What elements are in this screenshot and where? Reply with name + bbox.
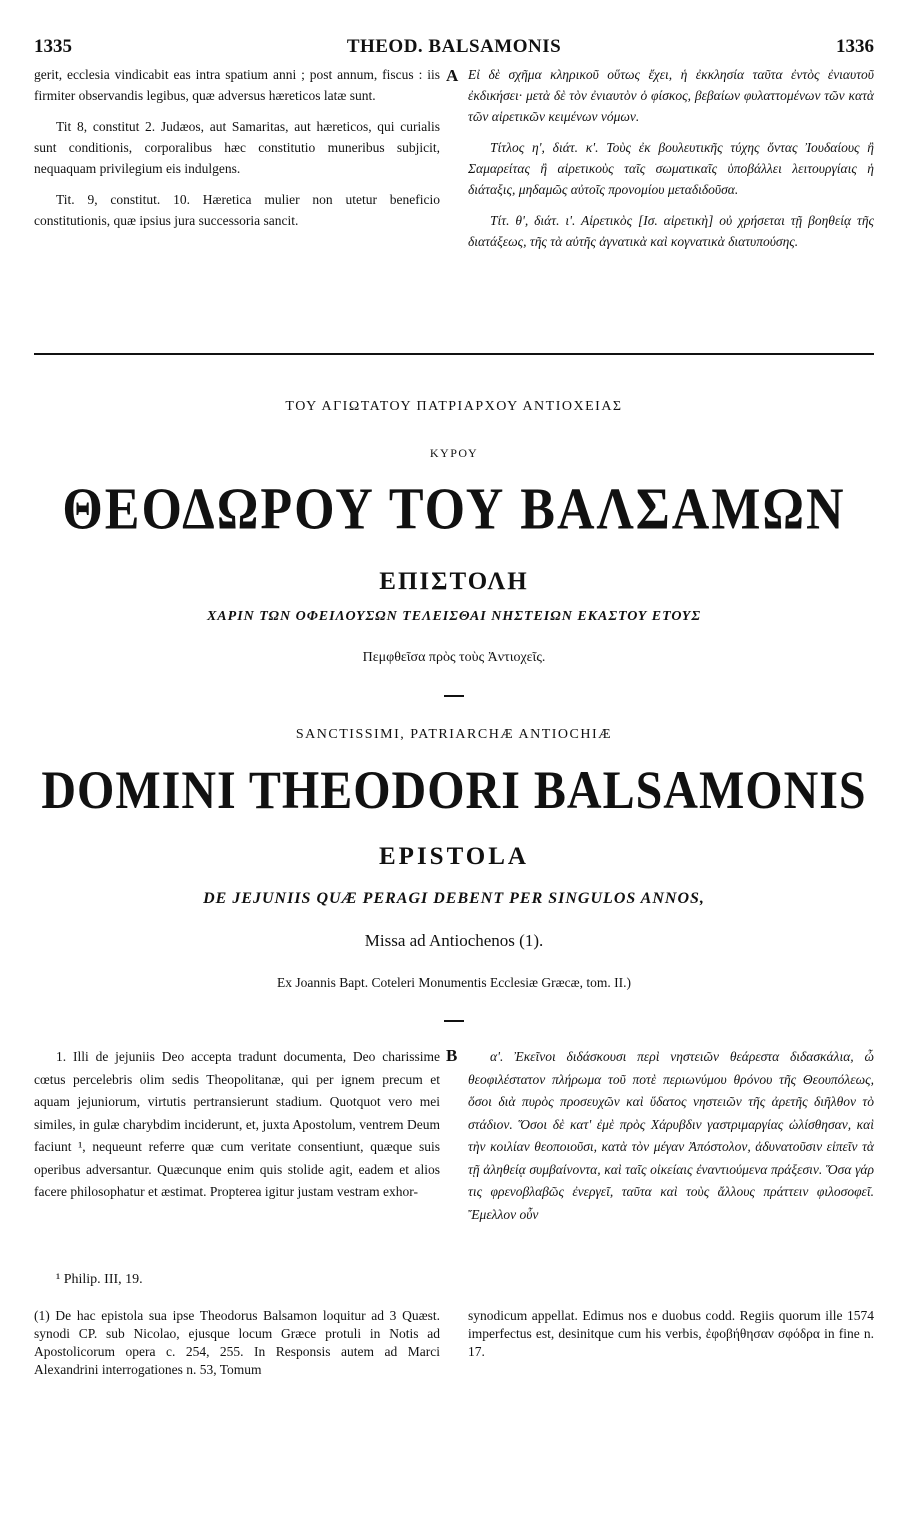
page-number-right: 1336 (836, 36, 874, 57)
footnote-left (34, 1307, 440, 1379)
top-right-paragraph: Τίτλος η', διάτ. κ'. Τοὺς ἐκ βουλευτικῆς τύχης ὄντας Ἰουδαίους ἢ Σαμαρείτας ἢ αἱρετικοὺς ταῖς σωματικαῖς ὑποβάλλει λειτουργίαις ἡ διάταξις, μηδαμῶς αὐτοῖς προνομίου μεταδιδοῦσα. (468, 140, 874, 197)
top-right-paragraph: Εἰ δὲ σχῆμα κληρικοῦ οὕτως ἔχει, ἡ ἐκκλησία ταῦτα ἐντὸς ἐνιαυτοῦ ἐκδικήσει· μετὰ δὲ τὸν ἐνιαυτὸν ὁ φίσκος, βεβαίων φυλαττομένων τῶν κατὰ τῶν αἱρετικῶν κειμένων νόμων. (468, 67, 874, 124)
section-divider (34, 353, 874, 355)
footnote-philip-text: ¹ Philip. III, 19. (56, 1272, 143, 1287)
greek-title-line1: ΤΟΥ ΑΓΙΩΤΑΤΟΥ ΠΑΤΡΙΑΡΧΟΥ ΑΝΤΙΟΧΕΙΑΣ (285, 399, 623, 414)
greek-title-epistole: ΕΠΙΣΤΟΛΗ (379, 568, 529, 595)
body-left-text: 1. Illi de jejuniis Deo accepta tradunt documenta, Deo charissime cœtus percelebris olim sedis Theopolitanæ, qui per ignem precum et aquam jejuniorum, virtutis pertransierunt stadium. Quotquot vero mei similes, in gulæ charybdim inciderunt, et, juxta Apostolum, ventrem Deum faciunt ¹, nequeunt referre quæ cum veritate consentiunt, quæque suis operibus adversantur. Quæcunque enim quis stolide agit, eadem et alios facere philosophatur et æstimat. Propterea igitur justam vestram exhor- (34, 1049, 440, 1199)
margin-marker-b: B (446, 1046, 458, 1065)
page-number-left: 1335 (34, 36, 72, 57)
top-left-paragraph: gerit, ecclesia vindicabit eas intra spatium anni ; post annum, fiscus : iis firmiter observandis legibus, quæ adversus hæreticos latæ sunt. (34, 67, 440, 103)
top-left-column (34, 64, 440, 241)
greek-title-subtitle: ΧΑΡΙΝ ΤΩΝ ΟΦΕΙΛΟΥΣΩΝ ΤΕΛΕΙΣΘΑΙ ΝΗΣΤΕΙΩΝ ΕΚΑΣΤΟΥ ΕΤΟΥΣ (206, 609, 702, 624)
greek-title-sent: Πεμφθεῖσα πρὸς τοὺς Ἀντιοχεῖς. (362, 650, 546, 665)
top-left-paragraph: Tit. 9, constitut. 10. Hæretica mulier non utetur beneficio constitutionis, quæ ipsius jura successoria sancit. (34, 192, 440, 228)
title-dash (444, 1020, 464, 1022)
latin-title-name: DOMINI THEODORI BALSAMONIS (41, 760, 867, 821)
latin-title-source: Ex Joannis Bapt. Coteleri Monumentis Ecclesiæ Græcæ, tom. II.) (277, 975, 631, 990)
top-right-column (468, 64, 874, 262)
greek-title-line2: ΚΥΡΟΥ (429, 446, 479, 460)
body-right-column (468, 1046, 874, 1236)
footnote-philip (56, 1271, 436, 1289)
body-right-text: α'. Ἐκεῖνοι διδάσκουσι περὶ νηστειῶν θεάρεστα διδασκάλια, ὦ θεοφιλέστατον πλήρωμα τοῦ ποτὲ περιωνύμου θρόνου τῆς Θεουπόλεως, ὅσοι διὰ πυρὸς προσευχῶν καὶ ὕδατος νηστειῶν τῆς ἀρετῆς διῆλθον τὸ στάδιον. Ὅσοι δὲ κατ' ἐμὲ πρὸς Χάρυβδιν γαστριμαργίας ὠλίσθησαν, καὶ τὴν κοιλίαν θεοποιοῦσι, κατὰ τὸν μέγαν Ἀπόστολον, ἀδυνατοῦσιν εἰπεῖν τὰ τῇ ἀληθείᾳ συμβαίνοντα, καὶ ταῖς οἰκείαις ἐναντιούμενα πράξεσιν. Ὅσα γάρ τις φρενοβλαβῶς ἐνεργεῖ, ταῦτα καὶ τοὺς ἄλλους πράττειν φιλοσοφεῖ. Ἔμελλον οὖν (468, 1049, 874, 1222)
footnote-right (468, 1307, 874, 1361)
running-head (34, 36, 874, 60)
latin-title-line1: SANCTISSIMI, PATRIARCHÆ ANTIOCHIÆ (295, 727, 613, 742)
latin-title-missa: Missa ad Antiochenos (1). (364, 931, 544, 950)
margin-marker-a: A (446, 66, 459, 85)
latin-title-subtitle: DE JEJUNIIS QUÆ PERAGI DEBENT PER SINGULOS ANNOS, (203, 890, 705, 907)
footnote-right-text: synodicum appellat. Edimus nos e duobus codd. Regiis quorum ille 1574 imperfectus est, desinitque cum his verbis, ἐφοβήθησαν σφόδρα in fine n. 17. (468, 1308, 874, 1359)
footnote-left-text: (1) De hac epistola sua ipse Theodorus Balsamon loquitur ad 3 Quæst. synodi CP. sub Nicolao, ejusque locum Græce protuli in Notis ad Apostolicorum opera c. 254, 255. In Responsis autem ad Marci Alexandrini interrogationes n. 53, Tomum (34, 1308, 440, 1377)
running-title: THEOD. BALSAMONIS (346, 36, 562, 57)
top-right-paragraph: Τίτ. θ', διάτ. ι'. Αἱρετικὸς [Ισ. αἱρετικὴ] οὐ χρήσεται τῇ βοηθείᾳ τῆς διατάξεως, τῆς τὰ αὐτῆς ἀγνατικὰ καὶ κογνατικὰ διατυπούσης. (468, 213, 874, 249)
latin-title-epistola: EPISTOLA (379, 843, 529, 870)
title-dash (444, 695, 464, 697)
body-left-column (34, 1046, 440, 1214)
greek-title-name: ΘΕΟΔΩΡΟΥ ΤΟΥ ΒΑΛΣΑΜΩΝ (62, 476, 846, 543)
top-left-paragraph: Tit 8, constitut 2. Judæos, aut Samaritas, aut hæreticos, qui curialis sunt conditionis, corporalibus hæc constitutio muneribus subjicit, nequaquam privilegium eis indulgens. (34, 119, 440, 176)
